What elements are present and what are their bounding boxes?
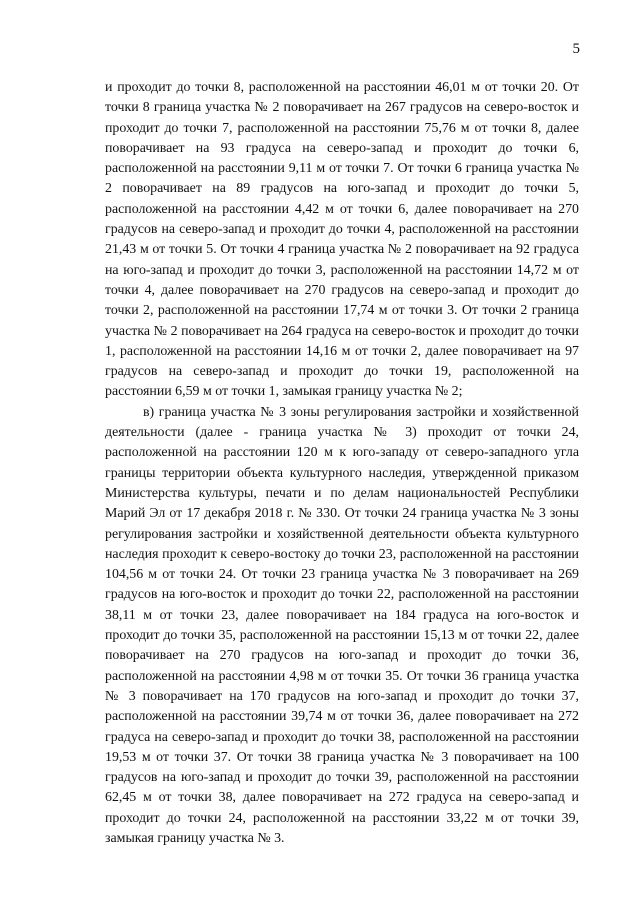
paragraph-plot-3: в) граница участка № 3 зоны регулирования застройки и хозяйственной деятельности (далее - граница участка № 3) проходит от точки 24, расположенной на расстоянии 120 м к юго-западу от северо-западного угла границы территории объекта культурного наследия, утвержденной приказом Министерства культуры, печати и по делам национальностей Республики Марий Эл от 17 декабря 2018 г. № 330. От точки 24 граница участка № 3 зоны регулирования застройки и хозяйственной деятельности объекта культурного наследия проходит к северо-востоку до точки 23, расположенной на расстоянии 104,56 м от точки 24. От точки 23 граница участка № 3 поворачивает на 269 градусов на юго-восток и проходит до точки 22, расположенной на расстоянии 38,11 м от точки 23, далее поворачивает на 184 градуса на юго-восток и проходит до точки 35, расположенной на расстоянии 15,13 м от точки 22, далее поворачивает на 270 градусов на юго-запад и проходит до точки 36, расположенной на расстоянии 4,98 м от точки 35. От точки 36 граница участка № 3 поворачивает на 170 градусов на юго-запад и проходит до точки 37, расположенной на расстоянии 39,74 м от точки 36, далее поворачивает на 272 градуса на северо-запад и проходит до точки 38, расположенной на расстоянии 19,53 м от точки 37. От точки 38 граница участка № 3 поворачивает на 100 градусов на юго-запад и проходит до точки 39, расположенной на расстоянии 62,45 м от точки 38, далее поворачивает на 272 градуса на северо-запад и проходит до точки 24, расположенной на расстоянии 33,22 м от точки 39, замыкая границу участка № 3.	[105, 404, 579, 846]
page-number: 5	[572, 41, 580, 57]
paragraph-plot-2-continued: и проходит до точки 8, расположенной на расстоянии 46,01 м от точки 20. От точки 8 граница участка № 2 поворачивает на 267 градусов на северо-восток и проходит до точки 7, расположенной на расстоянии 75,76 м от точки 8, далее поворачивает на 93 градуса на северо-запад и проходит до точки 6, расположенной на расстоянии 9,11 м от точки 7. От точки 6 граница участка № 2 поворачивает на 89 градусов на юго-запад и проходит до точки 5, расположенной на расстоянии 4,42 м от точки 6, далее поворачивает на 270 градусов на северо-запад и проходит до точки 4, расположенной на расстоянии 21,43 м от точки 5. От точки 4 граница участка № 2 поворачивает на 92 градуса на юго-запад и проходит до точки 3, расположенной на расстоянии 14,72 м от точки 4, далее поворачивает на 270 градусов на северо-запад и проходит до точки 2, расположенной на расстоянии 17,74 м от точки 3. От точки 2 граница участка № 2 поворачивает на 264 градуса на северо-восток и проходит до точки 1, расположенной на расстоянии 14,16 м от точки 2, далее поворачивает на 97 градусов на северо-запад и проходит до точки 19, расположенной на расстоянии 6,59 м от точки 1, замыкая границу участка № 2;	[105, 80, 579, 400]
document-body	[105, 78, 579, 849]
